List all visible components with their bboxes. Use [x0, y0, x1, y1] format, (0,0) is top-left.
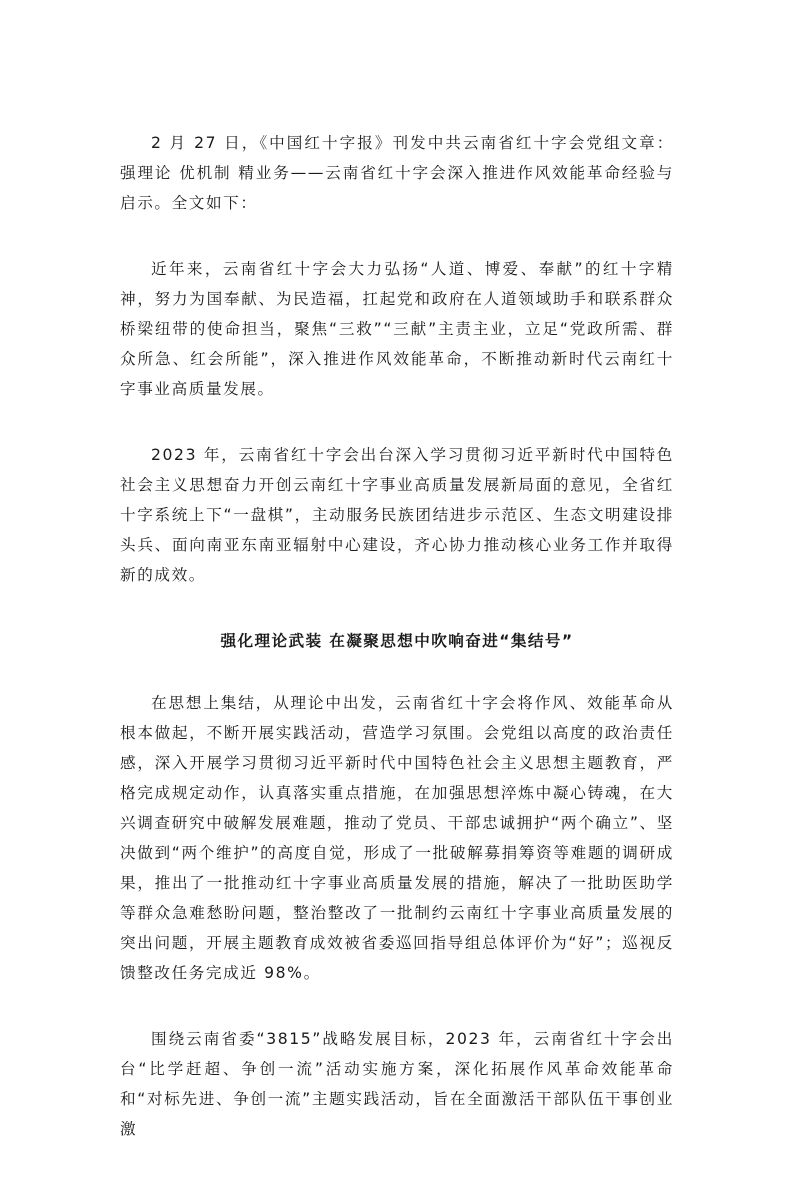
- section-paragraph-2: 围绕云南省委“3815”战略发展目标，2023 年，云南省红十字会出台“比学赶超、争创一流”活动实施方案，深化拓展作风革命效能革命和“对标先进、争创一流”主题实践活动，旨在全面激活干部队伍干事创业激: [120, 1030, 674, 1138]
- article-body: [120, 128, 674, 1180]
- intro-paragraph: 2 月 27 日，《中国红十字报》刊发中共云南省红十字会党组文章：强理论 优机制 精业务——云南省红十字会深入推进作风效能革命经验与启示。全文如下：: [120, 134, 674, 212]
- body-paragraph-2: 2023 年，云南省红十字会出台深入学习贯彻习近平新时代中国特色社会主义思想奋力开创云南红十字事业高质量发展新局面的意见，全省红十字系统上下“一盘棋”，主动服务民族团结进步示范区、生态文明建设排头兵、面向南亚东南亚辐射中心建设，齐心协力推动核心业务工作并取得新的成效。: [120, 446, 674, 584]
- section-paragraph-1: 在思想上集结，从理论中出发，云南省红十字会将作风、效能革命从根本做起，不断开展实践活动，营造学习氛围。会党组以高度的政治责任感，深入开展学习贯彻习近平新时代中国特色社会主义思想主题教育，严格完成规定动作，认真落实重点措施，在加强思想淬炼中凝心铸魂，在大兴调查研究中破解发展难题，推动了党员、干部忠诚拥护“两个确立”、坚决做到“两个维护”的高度自觉，形成了一批破解募捐筹资等难题的调研成果，推出了一批推动红十字事业高质量发展的措施，解决了一批助医助学等群众急难愁盼问题，整治整改了一批制约云南红十字事业高质量发展的突出问题，开展主题教育成效被省委巡回指导组总体评价为“好”；巡视反馈整改任务完成近 98%。: [120, 694, 674, 982]
- section-heading: 强化理论武装 在凝聚思想中吹响奋进“集结号”: [220, 632, 574, 650]
- body-paragraph-1: 近年来，云南省红十字会大力弘扬“人道、博爱、奉献”的红十字精神，努力为国奉献、为民造福，扛起党和政府在人道领域助手和联系群众桥梁纽带的使命担当，聚焦“三救”“三献”主责主业，立足“党政所需、群众所急、红会所能”，深入推进作风效能革命，不断推动新时代云南红十字事业高质量发展。: [120, 260, 674, 398]
